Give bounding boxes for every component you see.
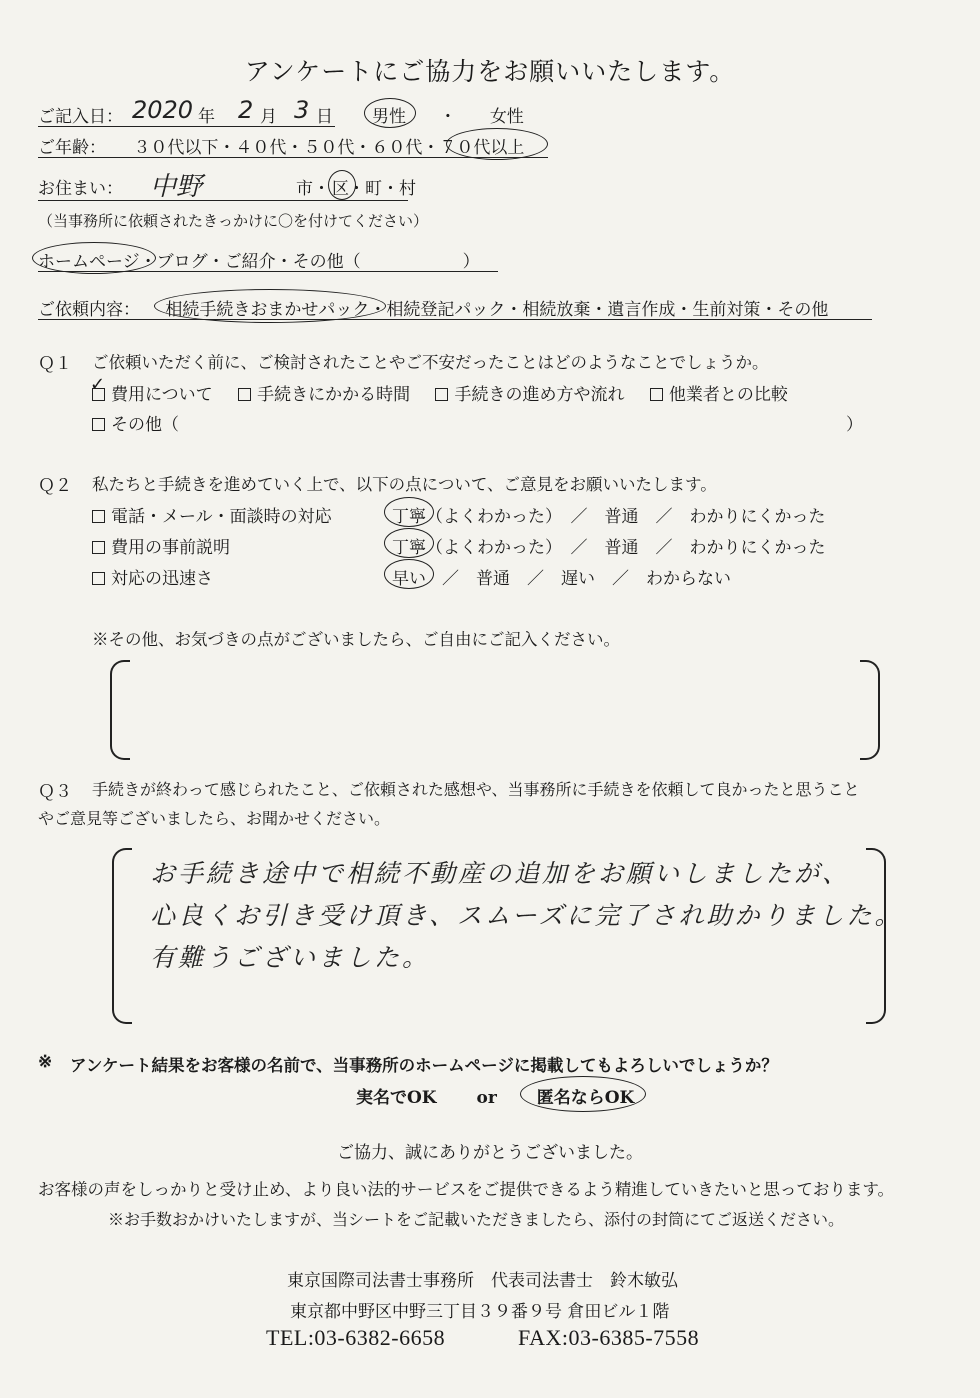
trigger-homepage[interactable]: ホームページ (38, 252, 140, 272)
q1-checkbox-compare[interactable] (650, 388, 663, 401)
q3-answer-line-1: お手続き途中で相続不動産の追加をお願いしましたが、 (150, 859, 851, 888)
gender-female[interactable]: 女性 (489, 107, 524, 127)
q2-response-rest[interactable]: （よくわかった） ／ 普通 ／ わかりにくかった (426, 507, 826, 527)
q2-response-circled[interactable]: 丁寧 (392, 507, 426, 527)
office-fax: FAX:03-6385-7558 (518, 1325, 700, 1350)
q3-answer-line-3: 有難うございました。 (150, 943, 431, 972)
trigger-row (38, 247, 498, 272)
closing-request: ※お手数おかけいたしますが、当シートをご記載いただきましたら、添付の封筒にてご返送ください。 (108, 1210, 845, 1229)
q2-comment-bracket-right (860, 660, 880, 760)
age-label: ご年齢： (38, 138, 106, 158)
q1-checkbox-other[interactable] (92, 418, 105, 431)
q1-checkbox-time[interactable] (238, 388, 251, 401)
form-title: アンケートにご協力をお願いいたします。 (244, 57, 736, 86)
q2-item-speed-choices (392, 564, 731, 589)
trigger-others[interactable]: ・ブログ・ご紹介・その他（ ） (139, 252, 480, 272)
request-selected-option[interactable]: 相続手続きおまかせパック (165, 300, 370, 320)
residence-label: お住まい： (38, 179, 123, 199)
request-others[interactable]: ・相続登記パック・相続放棄・遺言作成・生前対策・その他 (369, 300, 829, 320)
q2-item-cost (92, 533, 230, 558)
q2-speed-rest[interactable]: ／ 普通 ／ 遅い ／ わからない (442, 569, 731, 589)
entry-day-value: 3 (294, 96, 310, 124)
q1-option-time: 手続きにかかる時間 (257, 385, 411, 405)
q1-option-compare: 他業者との比較 (668, 385, 788, 405)
publish-options (356, 1083, 634, 1108)
q2-label: Ｑ２ (38, 476, 72, 496)
trigger-note: （当事務所に依頼されたきっかけに〇を付けてください） (38, 212, 429, 230)
q3-label: Ｑ３ (38, 782, 72, 802)
q1-other-close: ） (846, 415, 863, 435)
q1-option-process: 手続きの進め方や流れ (454, 385, 625, 405)
q1-check-mark-icon: ✓ (90, 374, 106, 395)
publish-mark: ※ (38, 1052, 53, 1072)
entry-date-row (38, 96, 335, 127)
q3-question-line1: 手続きが終わって感じられたこと、ご依頼された感想や、当事務所に手続きを依頼して良かったと思うこと (92, 780, 860, 799)
residence-town[interactable]: ・町・村 (348, 179, 416, 199)
q1-other-row (92, 410, 179, 435)
q1-question: ご依頼いただく前に、ご検討されたことやご不安だったことはどのようなことでしょうか。 (92, 353, 769, 372)
entry-month-value: 2 (238, 96, 254, 124)
q2-checkbox-cost[interactable] (92, 541, 105, 554)
q1-options (92, 380, 788, 405)
q2-checkbox-speed[interactable] (92, 572, 105, 585)
age-option-70plus[interactable]: ７０代以上 (439, 138, 525, 158)
q2-cost-circled[interactable]: 丁寧 (392, 538, 426, 558)
entry-date-label: ご記入日： (38, 107, 123, 127)
q2-speed-circled[interactable]: 早い (392, 569, 426, 589)
q2-item-response (92, 502, 332, 527)
publish-question: アンケート結果をお客様の名前で、当事務所のホームページに掲載してもよろしいでしょうか？ (70, 1056, 778, 1075)
residence-value: 中野 (150, 172, 203, 202)
gender-row (372, 102, 524, 127)
gender-sep: ・ (439, 107, 457, 127)
q3-answer-bracket-right (866, 848, 886, 1024)
office-tel: TEL:03-6382-6658 (266, 1325, 446, 1350)
entry-month-unit: 月 (260, 107, 277, 127)
q2-checkbox-response[interactable] (92, 510, 105, 523)
residence-city[interactable]: 市・ (296, 179, 330, 199)
q2-item-response-label: 電話・メール・面談時の対応 (111, 507, 332, 527)
entry-year-value: 2020 (132, 96, 194, 124)
q2-cost-rest[interactable]: （よくわかった） ／ 普通 ／ わかりにくかった (426, 538, 826, 558)
office-address: 東京都中野区中野三丁目３９番９号 倉田ビル１階 (290, 1302, 670, 1322)
publish-or: or (476, 1088, 497, 1108)
q1-option-cost: 費用について (111, 385, 213, 405)
q2-item-cost-label: 費用の事前説明 (111, 538, 230, 558)
q2-item-cost-choices (392, 533, 826, 558)
publish-real-name[interactable]: 実名でOK (356, 1088, 437, 1108)
q3-answer-bracket-left (112, 848, 132, 1024)
gender-male[interactable]: 男性 (372, 107, 406, 127)
closing-message: お客様の声をしっかりと受け止め、より良い法的サービスをご提供できるよう精進していきたいと思っております。 (38, 1180, 895, 1199)
q1-checkbox-process[interactable] (435, 388, 448, 401)
residence-ward[interactable]: 区 (332, 179, 349, 199)
q1-label: Ｑ１ (38, 354, 72, 374)
entry-day-unit: 日 (316, 107, 333, 127)
request-row (38, 295, 872, 320)
closing-thanks: ご協力、誠にありがとうございました。 (337, 1143, 643, 1163)
q3-question-line2: やご意見等ございましたら、お聞かせください。 (38, 809, 391, 828)
age-row (38, 133, 548, 158)
age-options[interactable]: ３０代以下・４０代・５０代・６０代・ (133, 138, 440, 158)
publish-anonymous[interactable]: 匿名ならOK (536, 1088, 635, 1108)
q2-note: ※その他、お気づきの点がございましたら、ご自由にご記入ください。 (92, 630, 620, 649)
q1-other-label: その他（ (111, 415, 179, 435)
q2-item-speed-label: 対応の迅速さ (111, 569, 213, 589)
request-label: ご依頼内容： (38, 300, 140, 320)
office-name-line: 東京国際司法書士事務所 代表司法書士 鈴木敏弘 (287, 1271, 678, 1291)
q2-item-speed (92, 564, 213, 589)
residence-row (38, 172, 416, 202)
entry-year-unit: 年 (198, 107, 215, 127)
q2-item-response-choices (392, 502, 826, 527)
q2-question: 私たちと手続きを進めていく上で、以下の点について、ご意見をお願いいたします。 (92, 475, 717, 494)
q3-answer-line-2: 心良くお引き受け頂き、スムーズに完了され助かりました。 (150, 901, 903, 930)
q2-comment-bracket-left (110, 660, 130, 760)
